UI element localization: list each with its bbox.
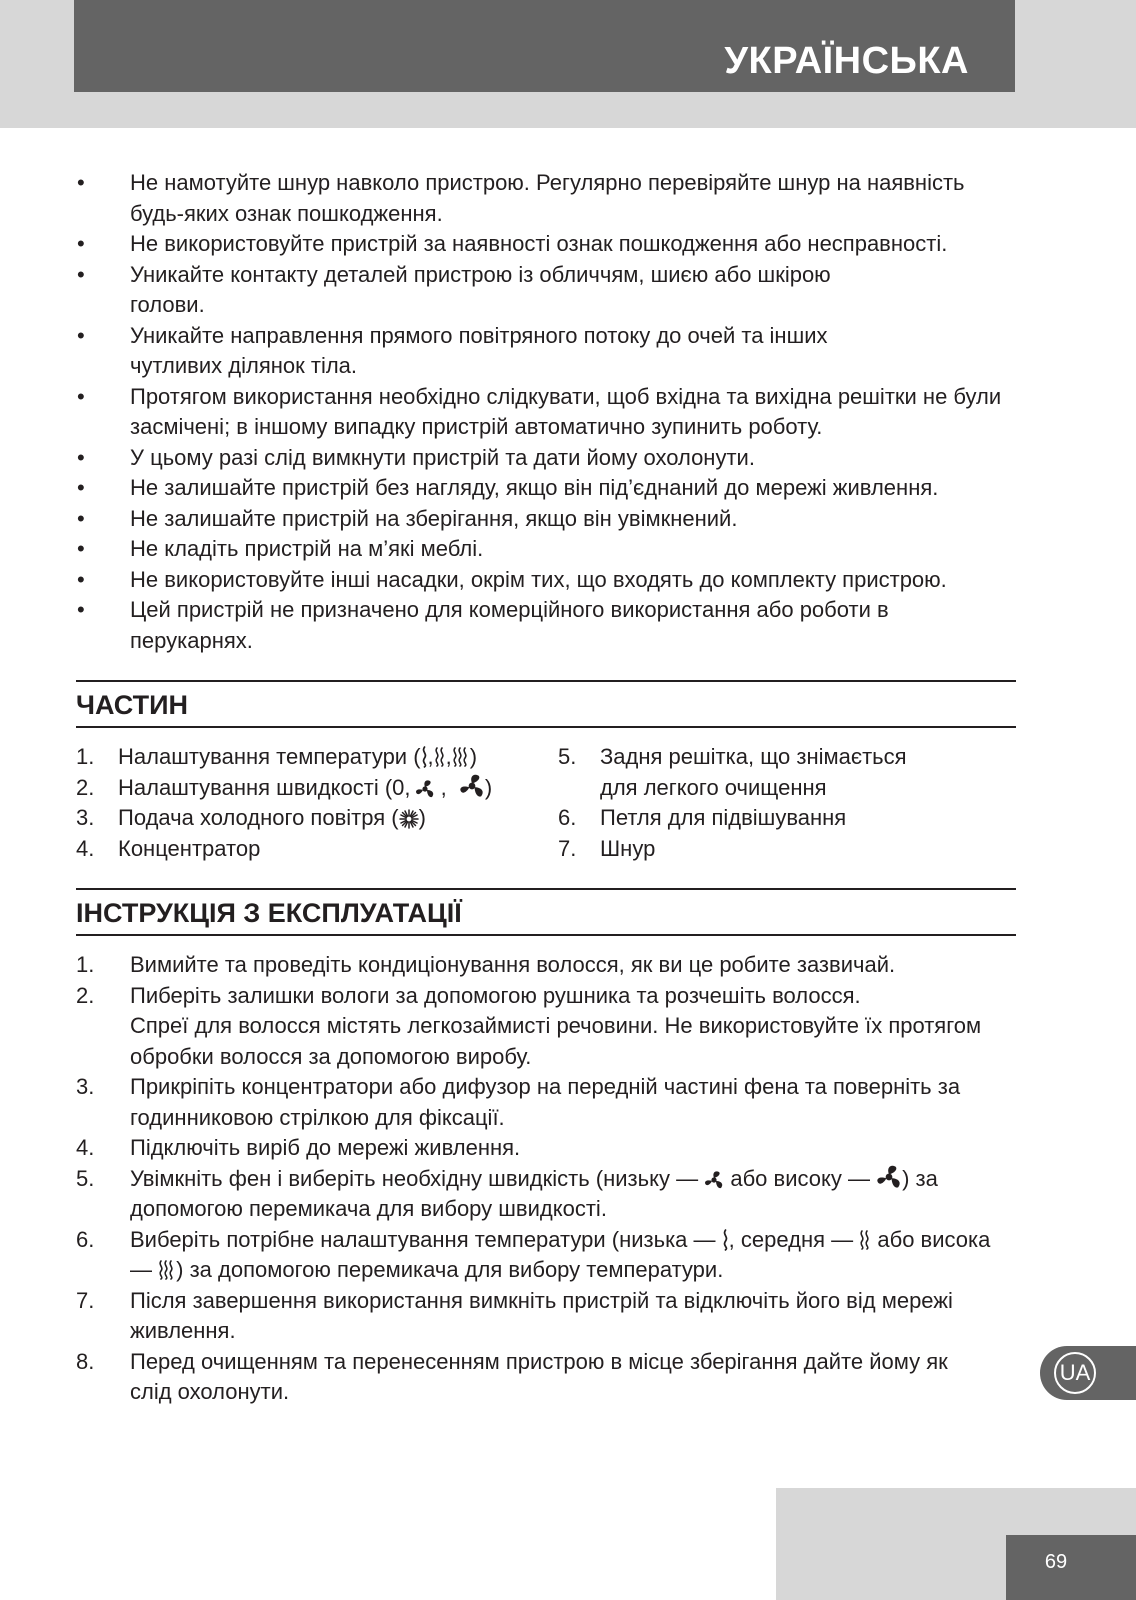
bullet-icon: • (77, 505, 85, 531)
page-number-box (1006, 1535, 1136, 1600)
content (76, 168, 1016, 1408)
list-item: • Не кладіть пристрій на м’які меблі. (76, 534, 1016, 565)
cold-shot-icon (399, 809, 419, 829)
part-item: 3. Подача холодного повітря ( ) (76, 805, 426, 830)
part-item: 6. Петля для підвішування (558, 805, 847, 830)
fan-high-icon (876, 1164, 902, 1190)
heat-mid-icon (434, 746, 446, 768)
list-item: • У цьому разі слід вимкнути пристрій та дати йому охолонути. (76, 443, 1016, 474)
heat-low-icon (722, 1229, 729, 1251)
list-item: • Цей пристрій не призначено для комерційного використання або роботи в перукарнях. (77, 597, 889, 653)
part-item: 2. Налаштування швидкості (0, , ) (76, 774, 493, 800)
step-item: 7. Після завершення використання вимкніть пристрій та відключіть його від мережі живлення. (76, 1287, 953, 1343)
list-item: • Уникайте контакту деталей пристрою із обличчям, шиєю або шкірою голови. (77, 261, 831, 317)
section-divider (76, 888, 1016, 890)
bullet-icon: • (77, 536, 85, 561)
step-item: 5. Увімкніть фен і виберіть необхідну швидкість (низьку — або високу — ) за допомогою перемикача для вибору швидкості. (76, 1165, 938, 1221)
bullet-icon: • (77, 475, 85, 500)
section-divider (76, 934, 1016, 936)
parts-list-left (76, 742, 558, 864)
page-title: УКРАЇНСЬКА (724, 40, 969, 82)
bullet-icon: • (77, 231, 85, 256)
parts-column-right (558, 742, 1016, 864)
list-item: • Протягом використання необхідно слідкувати, щоб вхідна та вихідна решітки не були засмічені; в іншому випадку пристрій автоматично зупинить роботу. (77, 383, 1002, 439)
part-item: 4. Концентратор (76, 835, 261, 861)
list-item: • Не використовуйте інші насадки, окрім тих, що входять до комплекту пристрою. (76, 565, 1016, 596)
part-item: 5. Задня решітка, що знімається для легкого очищення (558, 744, 907, 800)
list-item: • Не залишайте пристрій без нагляду, якщо він під’єднаний до мережі живлення. (76, 473, 1016, 504)
parts-heading: ЧАСТИН (76, 690, 189, 720)
bullet-icon: • (77, 383, 85, 409)
heat-high-icon (158, 1259, 176, 1281)
language-badge (1040, 1346, 1136, 1400)
list-item: • Не намотуйте шнур навколо пристрою. Регулярно перевіряйте шнур на наявність будь-яких ознак пошкодження. (77, 170, 965, 226)
step-item: 4. Підключіть виріб до мережі живлення. (76, 1135, 521, 1160)
list-item: • Не використовуйте пристрій за наявності ознак пошкодження або несправності. (76, 229, 1016, 260)
bullet-icon: • (77, 261, 85, 287)
instructions-heading: ІНСТРУКЦІЯ З ЕКСПЛУАТАЦІЇ (76, 898, 462, 928)
heat-high-icon (452, 746, 470, 768)
parts-columns (76, 742, 1016, 864)
bullet-icon: • (77, 444, 85, 470)
parts-section (76, 680, 1016, 864)
instruction-steps (76, 950, 1016, 1408)
fan-high-icon (459, 773, 485, 799)
step-item: 8. Перед очищенням та перенесенням пристрою в місце зберігання дайте йому як слід охолонути. (76, 1348, 948, 1404)
section-divider (76, 680, 1016, 682)
list-item: • Не залишайте пристрій на зберігання, якщо він увімкнений. (76, 504, 1016, 535)
fan-low-icon (415, 779, 435, 799)
parts-column-left (76, 742, 558, 864)
heat-low-icon (421, 746, 428, 768)
fan-low-icon (704, 1170, 724, 1190)
bullet-icon: • (77, 322, 85, 348)
step-item: 2. Пиберіть залишки вологи за допомогою рушника та розчешіть волосся. Спреї для волосся містять легкозаймисті речовини. Не використовуйте їх протягом обробки волосся за допомогою виробу. (76, 982, 982, 1069)
language-badge-label: UA (1054, 1352, 1096, 1394)
instructions-section (76, 888, 1016, 1408)
step-item: 1. Вимийте та проведіть кондиціонування волосся, як ви це робите зазвичай. (76, 952, 896, 977)
bullet-icon: • (77, 597, 85, 622)
page-number: 69 (1044, 1551, 1068, 1573)
part-item: 7. Шнур (558, 835, 656, 861)
step-item: 6. Виберіть потрібне налаштування температури (низька — , середня — або висока — ) за допомогою перемикача для вибору температури. (76, 1226, 991, 1282)
warning-list (76, 168, 1016, 656)
bullet-icon: • (77, 170, 85, 195)
list-item: • Уникайте направлення прямого повітряного потоку до очей та інших чутливих ділянок тіла. (77, 322, 828, 378)
section-divider (76, 726, 1016, 728)
step-item: 3. Прикріпіть концентратори або дифузор на передній частині фена та поверніть за годинниковою стрілкою для фіксації. (76, 1074, 961, 1130)
bullet-icon: • (77, 566, 85, 592)
heat-mid-icon (859, 1229, 871, 1251)
header-bar (74, 0, 1015, 92)
part-item: 1. Налаштування температури ( , , ) (76, 744, 478, 769)
parts-list-right (558, 742, 1016, 864)
